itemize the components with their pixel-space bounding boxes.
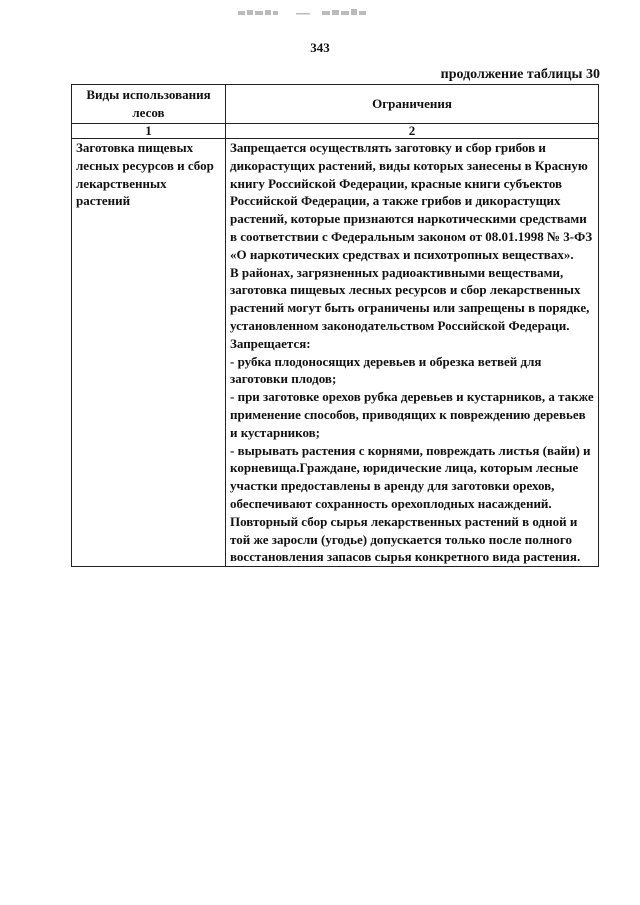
- table-row: [72, 139, 599, 567]
- page-number: 343: [310, 40, 330, 55]
- column-number-row: [72, 124, 599, 139]
- use-type-cell: Заготовка пищевых лесных ресурсов и сбор лекарственных растений: [72, 139, 226, 567]
- column-number-1: 1: [72, 124, 226, 139]
- faded-stamp-mark: [236, 6, 371, 20]
- restriction-paragraph: - рубка плодоносящих деревьев и обрезка ветвей для заготовки плодов;: [230, 353, 542, 387]
- restriction-paragraph: Повторный сбор сырья лекарственных растений в одной и той же заросли (угодье) допускается только после полного восстановления запасов сырья конкретного вида растения.: [230, 513, 581, 565]
- restrictions-cell: [226, 139, 599, 567]
- header-forest-use-types: Виды использования лесов: [72, 85, 226, 124]
- restriction-paragraph: Запрещается осуществлять заготовку и сбор грибов и дикорастущих растений, виды которых занесены в Красную книгу Российской Федерации, красные книги субъектов Российской Федерации, а также грибов и дикорастущих растений, которые признаются наркотическими средствами в соответствии с Федеральным законом от 08.01.1998 № 3-ФЗ «О наркотических средствах и психотропных веществах».: [230, 140, 593, 262]
- restriction-paragraph: - вырывать растения с корнями, повреждать листья (вайи) и корневища.Граждане, юридические лица, которым лесные участки предоставлены в аренду для заготовки орехов, обеспечивают сохранность орехоплодных насаждений.: [230, 442, 591, 511]
- restriction-paragraph: В районах, загрязненных радиоактивными веществами, заготовка пищевых лесных ресурсов и сбор лекарственных растений могут быть ограничены или запрещены в порядке, установленном законодательством Российской Федераци.: [230, 264, 590, 333]
- header-restrictions: Ограничения: [226, 85, 599, 124]
- column-number-2: 2: [226, 124, 599, 139]
- restriction-paragraph: Запрещается:: [230, 335, 311, 351]
- table-header-row: [72, 85, 599, 124]
- table-continuation-label: продолжение таблицы 30: [440, 67, 600, 82]
- restrictions-table: [71, 84, 599, 567]
- restriction-paragraph: - при заготовке орехов рубка деревьев и кустарников, а также применение способов, приводящих к повреждению деревьев и кустарников;: [230, 389, 594, 440]
